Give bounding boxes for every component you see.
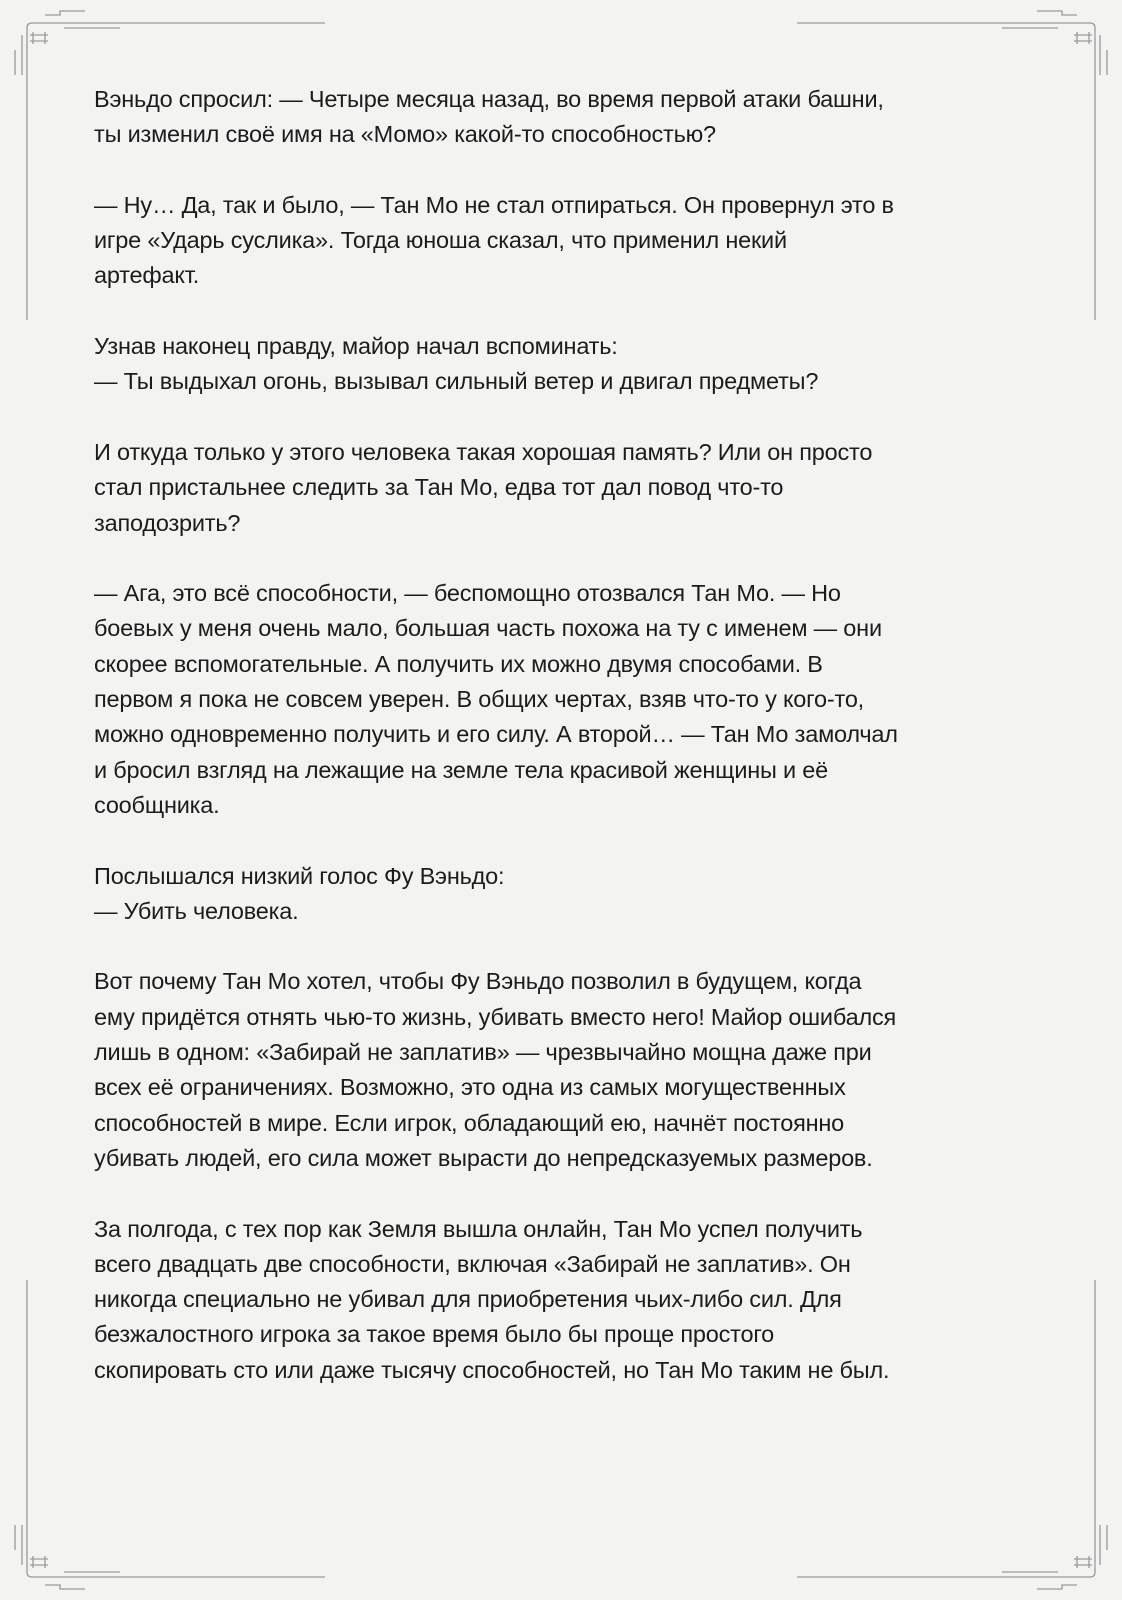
paragraph [94, 576, 898, 823]
text-line: скорее вспомогательные. А получить их можно двумя способами. В [94, 650, 823, 677]
text-line: можно одновременно получить и его силу. А второй… — Тан Мо замолчал [94, 721, 898, 748]
text-line: игре «Ударь суслика». Тогда юноша сказал, что применил некий [94, 227, 787, 254]
paragraph [94, 964, 898, 1176]
text-line: скопировать сто или даже тысячу способностей, но Тан Мо таким не был. [94, 1356, 890, 1383]
paragraph [94, 859, 898, 930]
paragraph [94, 188, 898, 294]
paragraph [94, 82, 898, 153]
text-line: безжалостного игрока за такое время было бы проще простого [94, 1321, 775, 1348]
text-line: Послышался низкий голос Фу Вэньдо: [94, 862, 505, 889]
text-line: Узнав наконец правду, майор начал вспоминать: [94, 333, 618, 360]
text-line: лишь в одном: «Забирай не заплатив» — чрезвычайно мощна даже при [94, 1039, 872, 1066]
text-line: всех её ограничениях. Возможно, это одна из самых могущественных [94, 1074, 846, 1101]
text-line: боевых у меня очень мало, большая часть похожа на ту с именем — они [94, 615, 882, 642]
text-line: И откуда только у этого человека такая хорошая память? Или он просто [94, 438, 873, 465]
paragraph [94, 435, 898, 541]
text-line: артефакт. [94, 262, 200, 289]
text-line: сообщника. [94, 791, 220, 818]
text-line: стал пристальнее следить за Тан Мо, едва тот дал повод что-то [94, 474, 784, 501]
text-line: — Убить человека. [94, 897, 299, 924]
text-line: и бросил взгляд на лежащие на земле тела красивой женщины и её [94, 756, 829, 783]
text-line: заподозрить? [94, 509, 241, 536]
document-body [94, 82, 898, 1423]
text-line: ты изменил своё имя на «Момо» какой-то способностью? [94, 121, 716, 148]
text-line: убивать людей, его сила может вырасти до непредсказуемых размеров. [94, 1144, 873, 1171]
text-line: первом я пока не совсем уверен. В общих чертах, взяв что-то у кого-то, [94, 686, 865, 713]
text-line: — Ага, это всё способности, — беспомощно отозвался Тан Мо. — Но [94, 580, 841, 607]
text-line: Вэньдо спросил: — Четыре месяца назад, во время первой атаки башни, [94, 86, 884, 112]
text-line: Вот почему Тан Мо хотел, чтобы Фу Вэньдо позволил в будущем, когда [94, 968, 862, 995]
text-line: ему придётся отнять чью-то жизнь, убивать вместо него! Майор ошибался [94, 1003, 897, 1030]
paragraph [94, 1212, 898, 1388]
text-line: способностей в мире. Если игрок, обладающий ею, начнёт постоянно [94, 1109, 845, 1136]
paragraph [94, 329, 898, 400]
text-line: всего двадцать две способности, включая «Забирай не заплатив». Он [94, 1250, 851, 1277]
text-line: — Ну… Да, так и было, — Тан Мо не стал отпираться. Он провернул это в [94, 191, 894, 218]
text-line: никогда специально не убивал для приобретения чьих-либо сил. Для [94, 1286, 842, 1313]
text-line: За полгода, с тех пор как Земля вышла онлайн, Тан Мо успел получить [94, 1215, 863, 1242]
text-line: — Ты выдыхал огонь, вызывал сильный ветер и двигал предметы? [94, 368, 819, 395]
